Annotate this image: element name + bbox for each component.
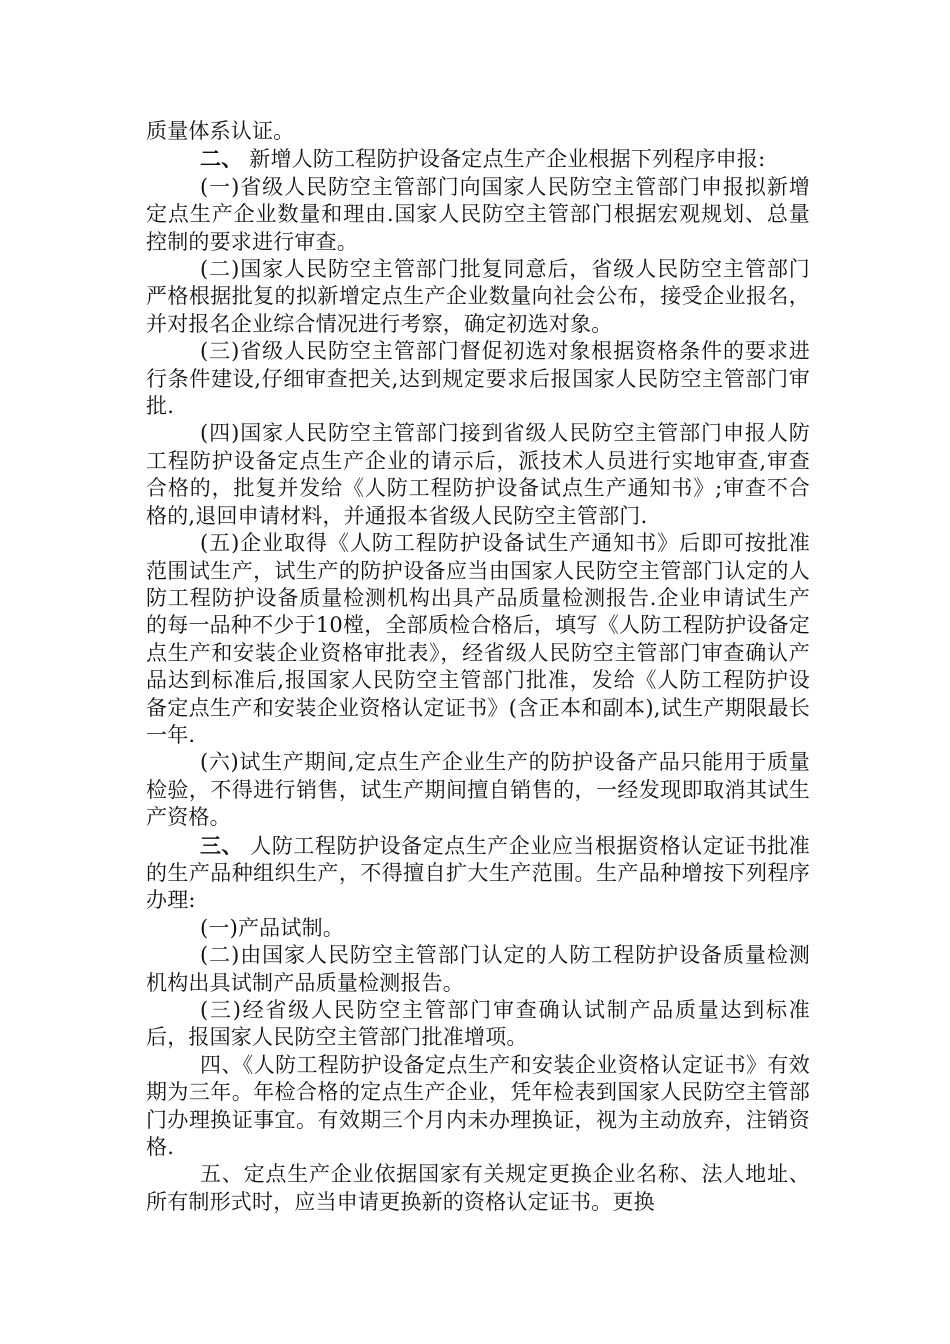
- paragraph-2: [146, 145, 810, 173]
- section-heading: 三、: [200, 832, 244, 858]
- paragraph-11: [146, 942, 810, 997]
- paragraph-text: 四、《人防工程防护设备定点生产和安装企业资格认定证书》有效期为三年。年检合格的定点生产企业，凭年检表到国家人民防空主管部门办理换证事宜。有效期三个月内未办理换证，视为主动放弃，注销资格.: [146, 1052, 810, 1160]
- paragraph-8: [146, 749, 810, 831]
- paragraph-10: [146, 915, 810, 942]
- paragraph-12: [146, 997, 810, 1052]
- paragraph-text: (三)省级人民防空主管部门督促初选对象根据资格条件的要求进行条件建设,仔细审查把关,达到规定要求后报国家人民防空主管部门审批.: [146, 339, 810, 419]
- paragraph-1: [146, 118, 810, 145]
- paragraph-13: [146, 1052, 810, 1162]
- paragraph-9: [146, 832, 810, 915]
- paragraph-text: (二)国家人民防空主管部门批复同意后，省级人民防空主管部门严格根据批复的拟新增定点生产企业数量向社会公布，接受企业报名，并对报名企业综合情况进行考察，确定初选对象。: [146, 257, 810, 336]
- paragraph-text: (一)产品试制。: [200, 915, 344, 940]
- paragraph-text: (六)试生产期间,定点生产企业生产的防护设备产品只能用于质量检验，不得进行销售，试生产期间擅自销售的，一经发现即取消其试生产资格。: [146, 750, 810, 830]
- document-body: [146, 118, 810, 1216]
- paragraph-text: 人防工程防护设备定点生产企业应当根据资格认定证书批准的生产品种组织生产，不得擅自扩大生产范围。生产品种增按下列程序办理:: [146, 833, 811, 913]
- paragraph-text: (四)国家人民防空主管部门接到省级人民防空主管部门申报人防工程防护设备定点生产企业的请示后，派技术人员进行实地审查,审查合格的，批复并发给《人防工程防护设备试点生产通知书》;审查不合格的,退回申请材料，并通报本省级人民防空主管部门.: [146, 421, 810, 528]
- paragraph-3: [146, 174, 810, 256]
- paragraph-text: 质量体系认证。: [146, 119, 295, 143]
- paragraph-text: (二)由国家人民防空主管部门认定的人防工程防护设备质量检测机构出具试制产品质量检测报告。: [146, 943, 810, 995]
- paragraph-7: [146, 530, 810, 749]
- paragraph-6: [146, 420, 810, 530]
- paragraph-text: (三)经省级人民防空主管部门审查确认试制产品质量达到标准后，报国家人民防空主管部门批准增项。: [146, 998, 810, 1050]
- paragraph-text: 五、定点生产企业依据国家有关规定更换企业名称、法人地址、所有制形式时，应当申请更换新的资格认定证书。更换: [146, 1162, 810, 1214]
- paragraph-text: (五)企业取得《人防工程防护设备试生产通知书》后即可按批准范围试生产，试生产的防护设备应当由国家人民防空主管部门认定的人防工程防护设备质量检测机构出具产品质量检测报告.企业申请试生产的每一品种不少于10樘，全部质检合格后，填写《人防工程防护设备定点生产和安装企业资格审批表》，经省级人民防空主管部门审查确认产品达到标准后,报国家人民防空主管部门批准，发给《人防工程防护设备定点生产和安装企业资格认定证书》(含正本和副本),试生产期限最长一年.: [146, 531, 810, 747]
- paragraph-text: 新增人防工程防护设备定点生产企业根据下列程序申报:: [242, 147, 766, 172]
- paragraph-14: [146, 1161, 810, 1216]
- paragraph-4: [146, 256, 810, 338]
- paragraph-text: (一)省级人民防空主管部门向国家人民防空主管部门申报拟新增定点生产企业数量和理由.国家人民防空主管部门根据宏观规划、总量控制的要求进行审查。: [146, 174, 810, 254]
- paragraph-5: [146, 338, 810, 420]
- section-heading: 二、: [200, 146, 243, 172]
